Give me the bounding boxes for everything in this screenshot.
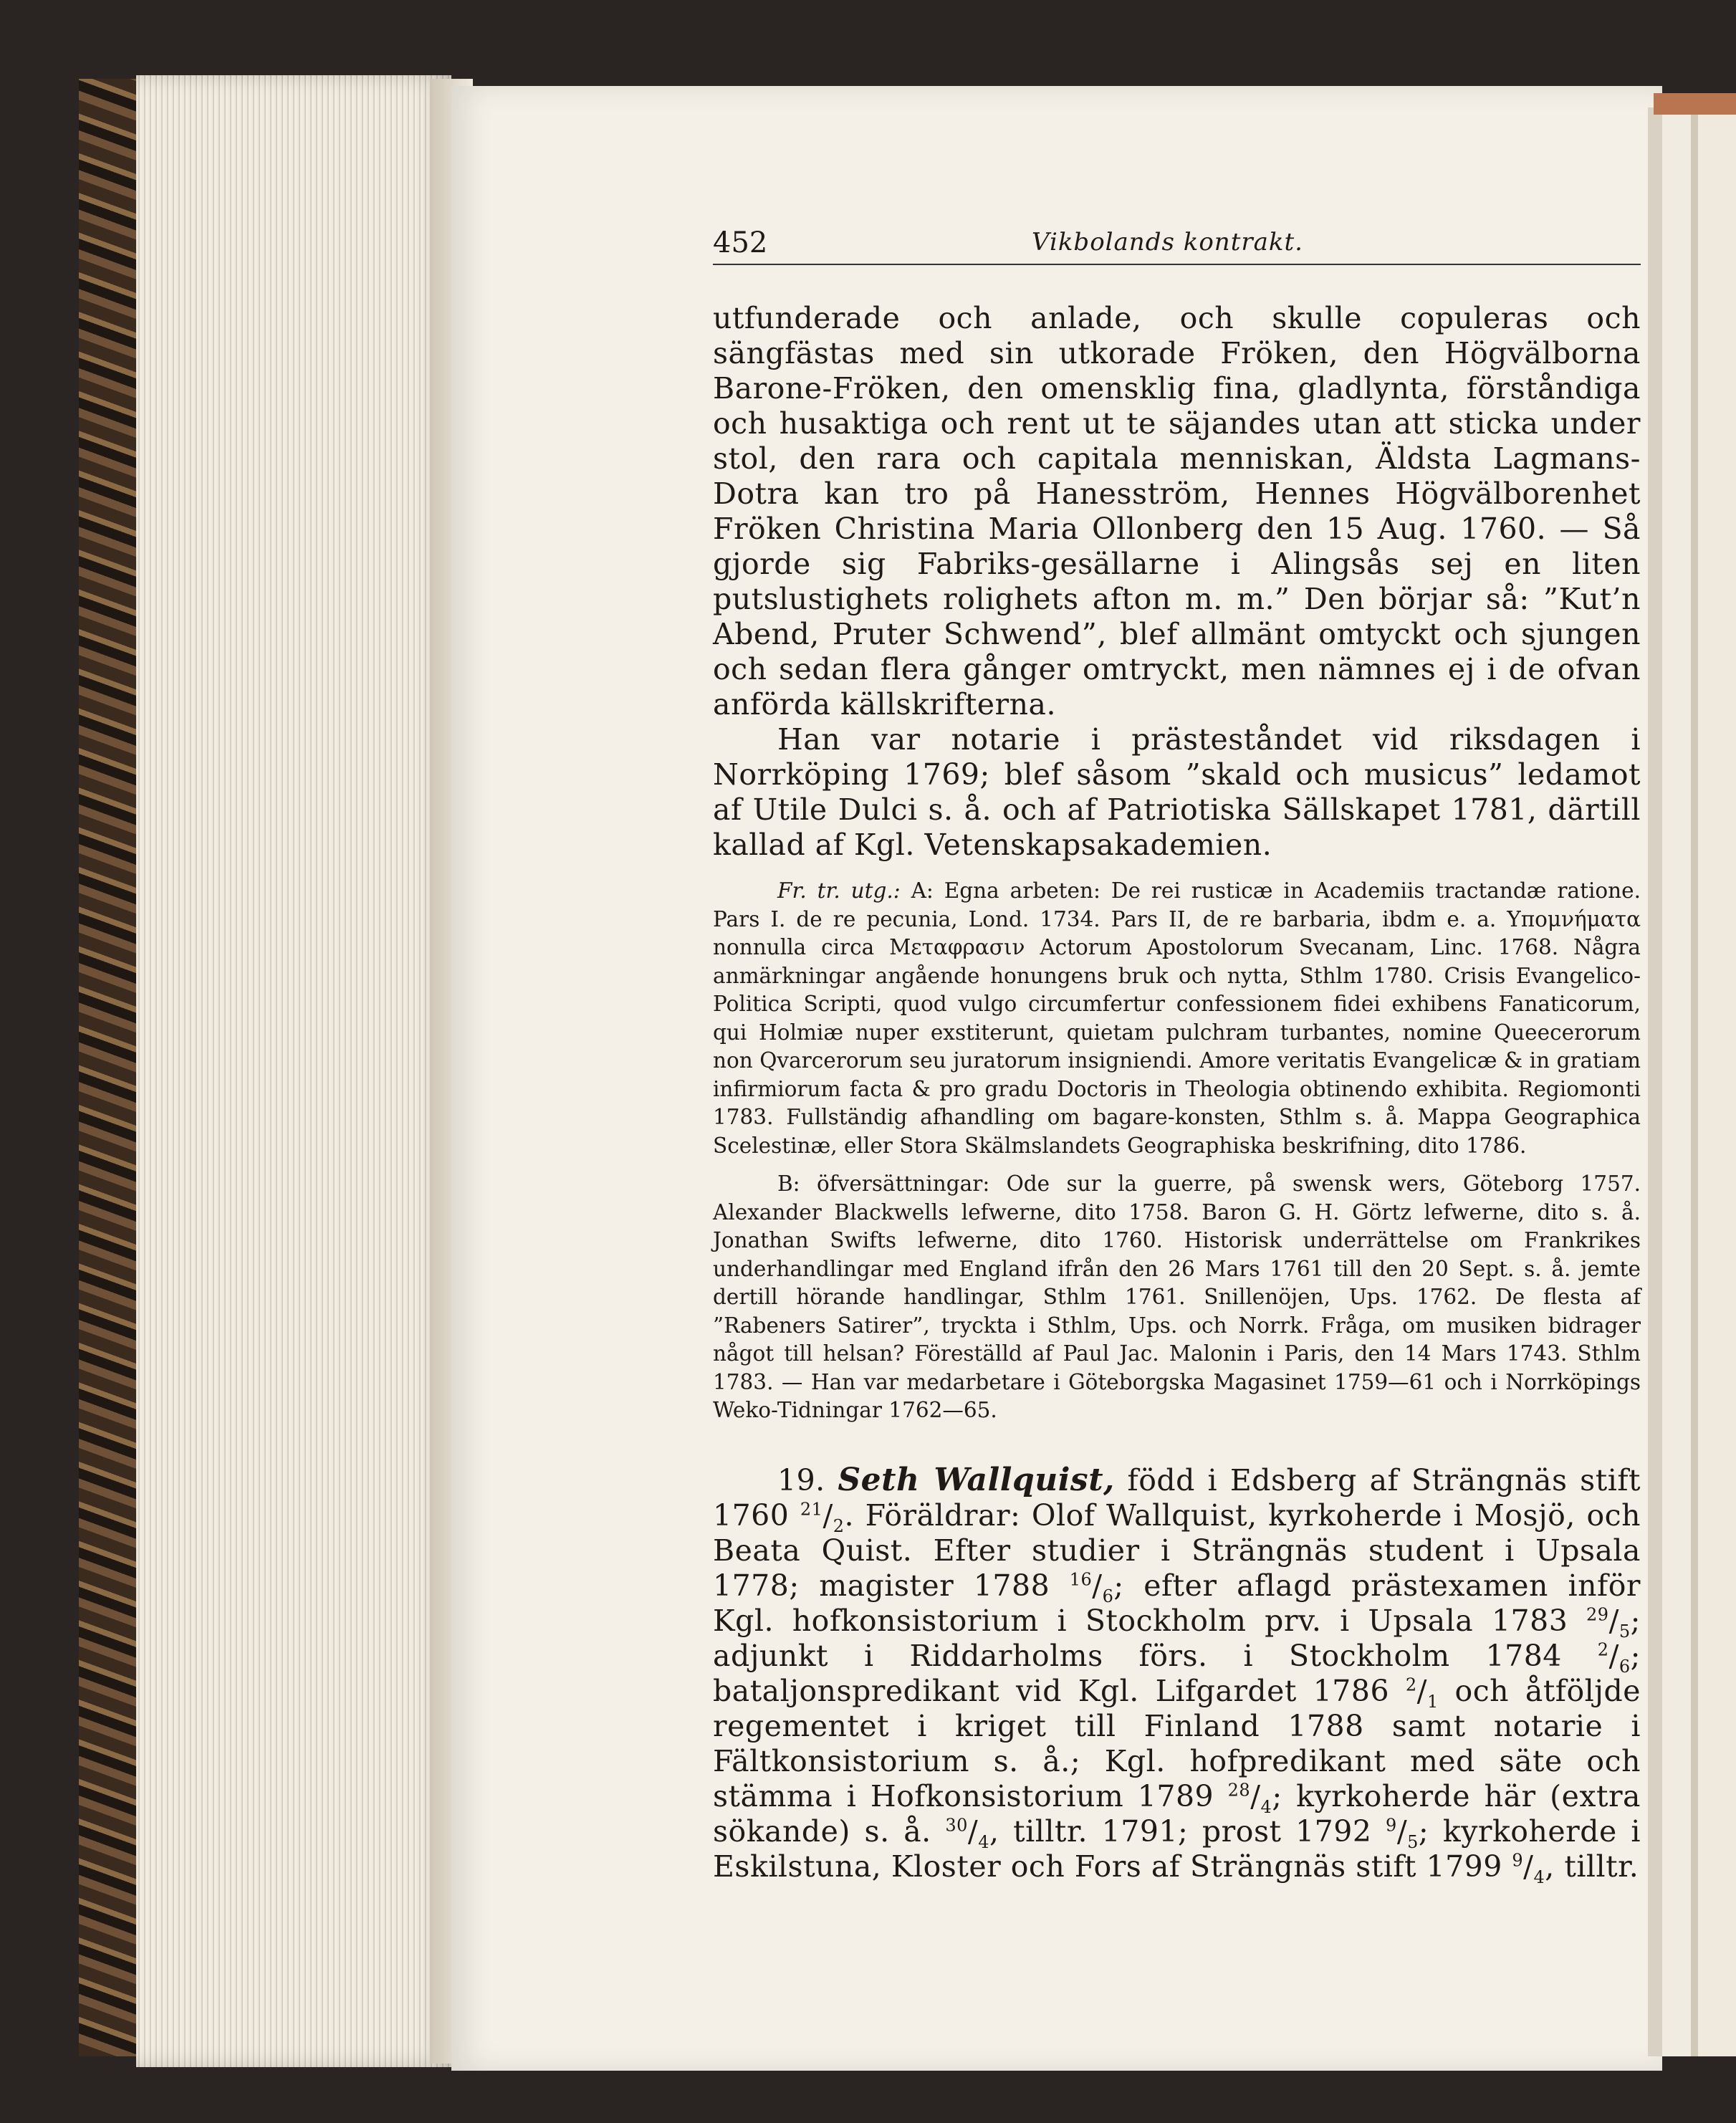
page-edges	[136, 75, 451, 2067]
main-text	[713, 301, 1641, 1887]
running-title: Vikbolands kontrakt.	[1032, 228, 1303, 257]
page-text	[713, 221, 1641, 1887]
paragraph-2: Han var notarie i prästeståndet vid riksdagen i Norrköping 1769; blef såsom ”skald och musicus” ledamot af Utile Dulci s. å. och af Patriotiska Sällskapet 1781, därtill kallad af Kgl. Vetenskapsakademien.	[713, 722, 1641, 862]
paragraph-1: utfunderade och anlade, och skulle copuleras och sängfästas med sin utkorade Fröken, den Högvälborna Barone-Fröken, den omensklig fina, gladlynta, förståndiga och husaktiga och rent ut te säjandes utan att sticka under stol, den rara och capitala menniskan, Äldsta Lagmans-Dotra kan tro på Hanesström, Hennes Högvälborenhet Fröken Christina Maria Ollonberg den 15 Aug. 1760. — Så gjorde sig Fabriks-gesällarne i Alingsås sej en liten putslustighets rolighets afton m. m.” Den börjar så: ”Kut’n Abend, Pruter Schwend”, blef allmänt omtyckt och sjungen och sedan flera gånger omtryckt, men nämnes ej i de ofvan anförda källskrifterna.	[713, 301, 1641, 722]
page-header	[713, 221, 1641, 265]
entry-number: 19.	[777, 1462, 825, 1497]
entry-19: 19. Seth Wallquist, född i Edsberg af Strängnäs stift 1760 $^{21}/_2$. Föräldrar: Olof Wallquist, kyrkoherde i Mosjö, och Beata Quist. Efter studier i Strängnäs student i Upsala 1778; magister 1788 $^{16}/_6$; efter aflagd prästexamen inför Kgl. hofkonsistorium i Stockholm prv. i Upsala 1783 $^{29}/_5$; adjunkt i Riddarholms förs. i Stockholm 1784 $^2/_6$; bataljonspredikant vid Kgl. Lifgardet 1786 $^2/_1$ och åtföljde regementet i kriget till Finland 1788 samt notarie i Fältkonsistorium s. å.; Kgl. hofpredikant med säte och stämma i Hofkonsistorium 1789 $^{28}/_4$; kyrkoherde här (extra sökande) s. å. $^{30}/_4$, tilltr. 1791; prost 1792 $^9/_5$; kyrkoherde i Eskilstuna, Kloster och Fors af Strängnäs stift 1799 $^9/_4$, tilltr.	[713, 1461, 1641, 1887]
entry-name: Seth Wallquist,	[838, 1461, 1115, 1498]
works-list-b: B: öfversättningar: Ode sur la guerre, på swensk wers, Göteborg 1757. Alexander Blackwells lefwerne, dito 1758. Baron G. H. Görtz lefwerne, dito s. å. Jonathan Swifts lefwerne, dito 1760. Historisk underrättelse om Frankrikes underhandlingar med England ifrån den 26 Mars 1761 till den 20 Sept. s. å. jemte dertill hörande handlingar, Sthlm 1761. Snillenöjen, Ups. 1762. De flesta af ”Rabeners Satirer”, tryckta i Sthlm, Ups. och Norrk. Fråga, om musiken bidrager något till helsan? Föreställd af Paul Jac. Malonin i Paris, den 14 Mars 1743. Sthlm 1783. — Han var medarbetare i Göteborgska Magasinet 1759—61 och i Norrköpings Weko-Tidningar 1762—65.	[713, 1171, 1641, 1422]
facing-page-edge	[1648, 107, 1736, 2056]
page-number: 452	[713, 226, 768, 259]
works-list-a: Fr. tr. utg.: A: Egna arbeten: De rei rusticæ in Academiis tractandæ ratione. Pars I. de re pecunia, Lond. 1734. Pars II, de re barbaria, ibdm e. a. Υπομνήματα nonnulla circa Μεταφρασιν Actorum Apostolorum Svecanam, Linc. 1768. Några anmärkningar angående honungens bruk och nytta, Sthlm 1780. Crisis Evangelico-Politica Scripti, quod vulgo circumfertur confessionem fidei exhibens Fanaticorum, qui Holmiæ nuper exstiterunt, quietam pulchram turbantes, nomine Queecerorum non Qvarcerorum seu juratorum insigniendi. Amore veritatis Evangelicæ & in gratiam infirmiorum facta & pro gradu Doctoris in Theologia obtinendo exhibita. Regiomonti 1783. Fullständig afhandling om bagare-konsten, Sthlm s. å. Mappa Geographica Scelestinæ, eller Stora Skälmslandets Geographiska beskrifning, dito 1786.	[713, 878, 1641, 1158]
works-list-label: Fr. tr. utg.:	[777, 878, 901, 903]
